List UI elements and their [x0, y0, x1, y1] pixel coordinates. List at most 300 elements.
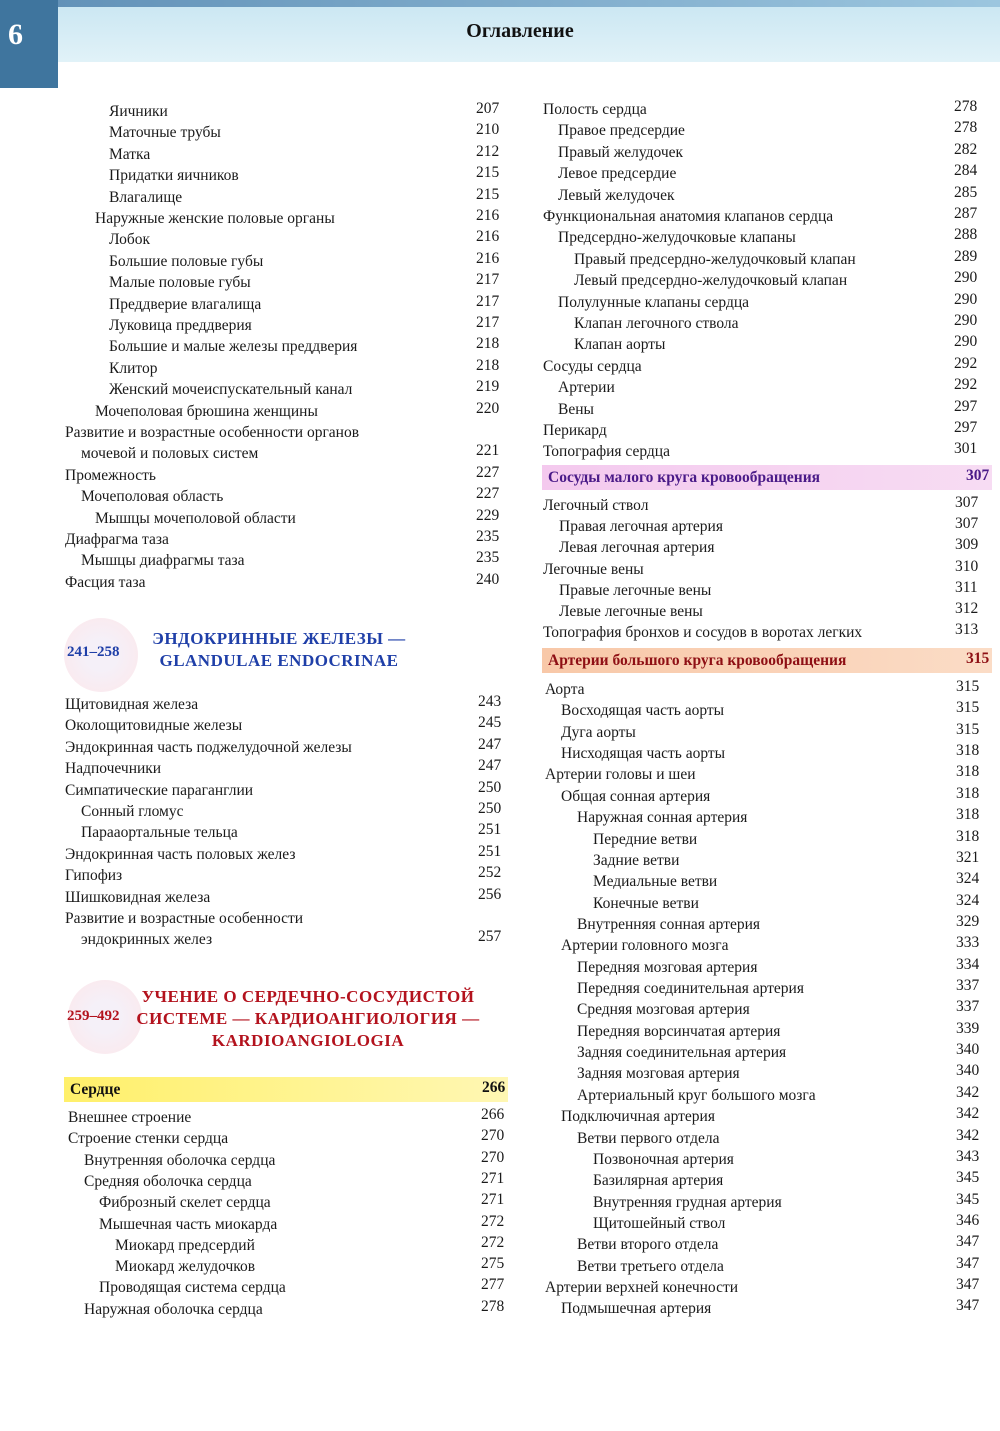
toc-entry-page: 290: [954, 333, 978, 350]
toc-entry-page: 289: [954, 248, 978, 265]
section-range: 259–492: [67, 1008, 120, 1024]
toc-entry[interactable]: [577, 1042, 986, 1063]
toc-entry-page: 217: [476, 314, 500, 331]
toc-entry-page: 250: [478, 800, 502, 817]
toc-entry-title: Шишковидная железа: [65, 889, 211, 906]
toc-entry-page: 251: [478, 843, 502, 860]
toc-entry[interactable]: [577, 914, 986, 935]
toc-entry-title: эндокринных желез: [81, 931, 213, 948]
toc-entry[interactable]: [561, 786, 986, 807]
toc-entry-title: Малые половые губы: [109, 274, 251, 291]
toc-entry-title: Влагалище: [109, 189, 183, 206]
toc-entry-title: Левое предсердие: [558, 165, 677, 182]
toc-entry-title: Вены: [558, 401, 594, 418]
toc-entry[interactable]: [95, 508, 506, 529]
toc-entry[interactable]: [543, 99, 984, 120]
toc-entry-page: 271: [481, 1170, 505, 1187]
toc-entry[interactable]: [65, 844, 508, 865]
toc-entry-title: Клапан аорты: [574, 336, 666, 353]
toc-entry-page: 278: [954, 98, 978, 115]
toc-entry-title: Наружная оболочка сердца: [84, 1301, 263, 1318]
toc-entry-page: 235: [476, 549, 500, 566]
toc-entry-title: Яичники: [109, 103, 168, 120]
toc-entry-page: 216: [476, 228, 500, 245]
toc-entry-title: Базилярная артерия: [593, 1172, 724, 1189]
toc-entry-title: Преддверие влагалища: [109, 296, 262, 313]
toc-entry-page: 292: [954, 355, 978, 372]
toc-header-label: Артерии большого круга кровообращения: [548, 652, 847, 669]
toc-entry-page: 278: [481, 1298, 505, 1315]
toc-entry-title: Наружная сонная артерия: [577, 809, 748, 826]
toc-entry-title: Нисходящая часть аорты: [561, 745, 726, 762]
toc-entry[interactable]: [65, 465, 506, 486]
toc-entry-title: Женский мочеиспускательный канал: [109, 381, 353, 398]
toc-entry[interactable]: [558, 185, 984, 206]
toc-entry-title: Легочные вены: [543, 561, 644, 578]
toc-entry-page: 215: [476, 186, 500, 203]
toc-entry-title: Ветви третьего отдела: [577, 1258, 724, 1275]
toc-entry-title: Артерии верхней конечности: [545, 1279, 739, 1296]
toc-entry-title: Придатки яичников: [109, 167, 239, 184]
toc-header-page: 315: [966, 650, 990, 667]
toc-entry-page: 270: [481, 1149, 505, 1166]
toc-entry[interactable]: [577, 1021, 986, 1042]
toc-entry[interactable]: [577, 957, 986, 978]
toc-entry[interactable]: [109, 144, 506, 165]
toc-entry-title: Функциональная анатомия клапанов сердца: [543, 208, 834, 225]
section-endocrine[interactable]: [64, 618, 514, 698]
toc-entry-title: Ветви первого отдела: [577, 1130, 720, 1147]
toc-entry[interactable]: [543, 495, 985, 516]
toc-entry[interactable]: [558, 163, 984, 184]
toc-entry[interactable]: [99, 1192, 511, 1213]
toc-entry[interactable]: [543, 441, 984, 462]
section-range: 241–258: [67, 644, 120, 660]
toc-entry[interactable]: [81, 486, 506, 507]
toc-entry[interactable]: [109, 165, 506, 186]
toc-entry[interactable]: [115, 1235, 511, 1256]
toc-entry-page: 277: [481, 1276, 505, 1293]
toc-entry-page: 342: [956, 1127, 980, 1144]
toc-entry-title: Артерии: [558, 379, 615, 396]
toc-entry-title: Топография сердца: [543, 443, 670, 460]
toc-entry-page: 307: [955, 515, 979, 532]
toc-entry-title: Медиальные ветви: [593, 873, 718, 890]
toc-entry-title: Правый желудочек: [558, 144, 684, 161]
toc-entry-title: Предсердно-желудочковые клапаны: [558, 229, 796, 246]
toc-entry[interactable]: [84, 1150, 511, 1171]
toc-entry-title: Дуга аорты: [561, 724, 636, 741]
toc-entry-title: Мочеполовая область: [81, 488, 224, 505]
toc-entry[interactable]: [109, 379, 506, 400]
toc-entry-title: Проводящая система сердца: [99, 1279, 286, 1296]
toc-entry[interactable]: [65, 529, 506, 550]
toc-entry[interactable]: [543, 559, 985, 580]
toc-entry-page: 301: [954, 440, 978, 457]
toc-entry-title: Левый предсердно-желудочковый клапан: [574, 272, 848, 289]
toc-entry[interactable]: [68, 1107, 511, 1128]
toc-entry[interactable]: [65, 758, 508, 779]
toc-entry-title: Артерии головного мозга: [561, 937, 729, 954]
toc-entry-page: 324: [956, 892, 980, 909]
toc-entry-title: Парааортальные тельца: [81, 824, 238, 841]
toc-entry-title: Эндокринная часть половых желез: [65, 846, 296, 863]
toc-entry-page: 287: [954, 205, 978, 222]
toc-entry-title: Щитовидная железа: [65, 696, 199, 713]
toc-entry[interactable]: [81, 929, 508, 950]
toc-entry-page: 313: [955, 621, 979, 638]
toc-entry-page: 240: [476, 571, 500, 588]
toc-entry-title: Матка: [109, 146, 151, 163]
toc-entry-page: 217: [476, 271, 500, 288]
toc-entry-title: Большие половые губы: [109, 253, 264, 270]
toc-entry-title: Мочеполовая брюшина женщины: [95, 403, 318, 420]
toc-entry-page: 315: [956, 699, 980, 716]
toc-entry-title: Строение стенки сердца: [68, 1130, 229, 1147]
toc-entry[interactable]: [109, 336, 506, 357]
toc-entry-page: 271: [481, 1191, 505, 1208]
toc-entry[interactable]: [543, 622, 985, 643]
toc-entry-page: 309: [955, 536, 979, 553]
toc-entry-page: 318: [956, 763, 980, 780]
toc-entry-page: 275: [481, 1255, 505, 1272]
toc-entry[interactable]: [65, 887, 508, 908]
toc-entry-title: Позвоночная артерия: [593, 1151, 734, 1168]
toc-entry-page: 229: [476, 507, 500, 524]
toc-entry-title: Правый предсердно-желудочковый клапан: [574, 251, 856, 268]
toc-entry[interactable]: [593, 1192, 986, 1213]
toc-entry-page: 297: [954, 398, 978, 415]
toc-entry[interactable]: [577, 1256, 986, 1277]
toc-entry[interactable]: [545, 679, 986, 700]
toc-entry-page: 292: [954, 376, 978, 393]
toc-entry[interactable]: [577, 999, 986, 1020]
section-cardio[interactable]: [68, 980, 518, 1060]
toc-entry[interactable]: [593, 829, 986, 850]
toc-entry-title: Задние ветви: [593, 852, 680, 869]
toc-header-label: Сердце: [70, 1081, 121, 1098]
toc-entry-title: Аорта: [545, 681, 585, 698]
toc-entry[interactable]: [558, 399, 984, 420]
toc-entry-page: 272: [481, 1234, 505, 1251]
section-title-line1: ЭНДОКРИННЫЕ ЖЕЛЕЗЫ —: [152, 629, 406, 648]
toc-entry-page: 345: [956, 1191, 980, 1208]
toc-entry-title: Фасция таза: [65, 574, 146, 591]
toc-entry-page: 250: [478, 779, 502, 796]
toc-entry-page: 340: [956, 1041, 980, 1058]
toc-header-systemic[interactable]: [542, 648, 992, 673]
toc-entry[interactable]: [65, 780, 508, 801]
toc-entry-page: 212: [476, 143, 500, 160]
toc-header-heart[interactable]: [64, 1077, 508, 1102]
toc-entry[interactable]: [577, 1085, 986, 1106]
toc-entry-page: 218: [476, 335, 500, 352]
toc-entry[interactable]: [577, 1063, 986, 1084]
toc-entry-title: Фиброзный скелет сердца: [99, 1194, 271, 1211]
toc-entry-title: Сосуды сердца: [543, 358, 642, 375]
toc-entry-title: Сонный гломус: [81, 803, 184, 820]
toc-entry-title: Миокард желудочков: [115, 1258, 256, 1275]
toc-entry[interactable]: [543, 420, 984, 441]
toc-entry-title: Диафрагма таза: [65, 531, 169, 548]
toc-entry-page: 342: [956, 1084, 980, 1101]
toc-entry-title: Полулунные клапаны сердца: [558, 294, 750, 311]
toc-entry-title: Мышечная часть миокарда: [99, 1216, 278, 1233]
toc-entry-title: Легочный ствол: [543, 497, 649, 514]
toc-entry[interactable]: [109, 101, 506, 122]
toc-entry-page: 342: [956, 1105, 980, 1122]
toc-entry[interactable]: [561, 743, 986, 764]
toc-entry-page: 284: [954, 162, 978, 179]
toc-entry-page: 220: [476, 400, 500, 417]
toc-entry[interactable]: [65, 737, 508, 758]
toc-entry[interactable]: [558, 142, 984, 163]
toc-entry[interactable]: [559, 580, 985, 601]
page-number: 6: [8, 18, 23, 51]
toc-entry-page: 270: [481, 1127, 505, 1144]
toc-entry[interactable]: [593, 850, 986, 871]
toc-entry[interactable]: [81, 822, 508, 843]
toc-entry-page: 272: [481, 1213, 505, 1230]
toc-entry-page: 333: [956, 934, 980, 951]
toc-entry[interactable]: [574, 249, 984, 270]
toc-entry-page: 219: [476, 378, 500, 395]
toc-entry-page: 318: [956, 806, 980, 823]
section-title-line2: GLANDULAE ENDOCRINAE: [159, 651, 399, 670]
toc-entry-page: 340: [956, 1062, 980, 1079]
toc-entry[interactable]: [84, 1299, 511, 1320]
toc-entry[interactable]: [109, 272, 506, 293]
toc-entry[interactable]: [559, 601, 985, 622]
toc-entry[interactable]: [561, 722, 986, 743]
toc-entry-title: Передние ветви: [593, 831, 698, 848]
toc-entry-page: 318: [956, 785, 980, 802]
toc-entry[interactable]: [593, 893, 986, 914]
toc-entry-title: Мышцы диафрагмы таза: [81, 552, 245, 569]
toc-entry-page: 216: [476, 207, 500, 224]
toc-entry-page: 347: [956, 1233, 980, 1250]
toc-entry-page: 312: [955, 600, 979, 617]
toc-entry[interactable]: [577, 807, 986, 828]
toc-entry-title: Передняя ворсинчатая артерия: [577, 1023, 781, 1040]
toc-entry[interactable]: [543, 206, 984, 227]
toc-entry-title: Средняя оболочка сердца: [84, 1173, 252, 1190]
toc-entry-title: Правая легочная артерия: [559, 518, 723, 535]
toc-entry-page: 290: [954, 312, 978, 329]
toc-entry-title: Щитошейный ствол: [593, 1215, 726, 1232]
toc-entry[interactable]: [558, 120, 984, 141]
toc-entry[interactable]: [109, 294, 506, 315]
toc-entry-title: Симпатические параганглии: [65, 782, 254, 799]
toc-entry-page: 257: [478, 928, 502, 945]
toc-entry-page: 315: [956, 721, 980, 738]
toc-entry-page: 278: [954, 119, 978, 136]
toc-entry-title: Правое предсердие: [558, 122, 685, 139]
toc-entry-title: мочевой и половых систем: [81, 445, 259, 462]
toc-entry-title: Развитие и возрастные особенности: [65, 910, 304, 927]
toc-entry-title: Артериальный круг большого мозга: [577, 1087, 816, 1104]
toc-entry-page: 337: [956, 998, 980, 1015]
toc-entry[interactable]: [109, 358, 506, 379]
toc-entry[interactable]: [593, 1149, 986, 1170]
toc-entry[interactable]: [561, 1106, 986, 1127]
page-number-box: [0, 0, 58, 88]
toc-entry-title: Левый желудочек: [558, 187, 675, 204]
toc-entry-title: Миокард предсердий: [115, 1237, 255, 1254]
toc-entry-page: 329: [956, 913, 980, 930]
toc-entry[interactable]: [81, 443, 506, 464]
toc-entry[interactable]: [81, 550, 506, 571]
toc-entry-page: 290: [954, 269, 978, 286]
toc-entry[interactable]: [559, 516, 985, 537]
toc-entry[interactable]: [109, 251, 506, 272]
toc-entry[interactable]: [561, 1298, 986, 1319]
toc-entry-page: 243: [478, 693, 502, 710]
toc-entry-title: Перикард: [543, 422, 607, 439]
section-title-line1: УЧЕНИЕ О СЕРДЕЧНО-СОСУДИСТОЙ: [141, 987, 475, 1006]
toc-entry-title: Передняя мозговая артерия: [577, 959, 758, 976]
toc-entry-title: Полость сердца: [543, 101, 647, 118]
toc-entry-title: Лобок: [109, 231, 151, 248]
toc-entry[interactable]: [558, 292, 984, 313]
toc-entry-page: 339: [956, 1020, 980, 1037]
toc-entry[interactable]: [65, 908, 508, 929]
toc-entry-title: Внутренняя грудная артерия: [593, 1194, 782, 1211]
toc-entry-page: 318: [956, 828, 980, 845]
toc-entry[interactable]: [577, 1234, 986, 1255]
toc-entry-page: 324: [956, 870, 980, 887]
toc-entry[interactable]: [84, 1171, 511, 1192]
toc-entry-title: Передняя соединительная артерия: [577, 980, 804, 997]
toc-entry-title: Восходящая часть аорты: [561, 702, 725, 719]
toc-entry-title: Подключичная артерия: [561, 1108, 715, 1125]
toc-entry[interactable]: [65, 865, 508, 886]
toc-entry-title: Левые легочные вены: [559, 603, 703, 620]
toc-entry[interactable]: [558, 377, 984, 398]
toc-header-label: Сосуды малого круга кровообращения: [548, 469, 821, 486]
toc-entry[interactable]: [81, 801, 508, 822]
toc-entry[interactable]: [99, 1214, 511, 1235]
toc-entry-page: 282: [954, 141, 978, 158]
toc-entry-title: Наружные женские половые органы: [95, 210, 335, 227]
toc-entry-page: 251: [478, 821, 502, 838]
toc-entry-page: 221: [476, 442, 500, 459]
toc-entry-title: Внутренняя оболочка сердца: [84, 1152, 276, 1169]
toc-entry[interactable]: [109, 315, 506, 336]
toc-entry[interactable]: [545, 764, 986, 785]
toc-entry[interactable]: [65, 715, 508, 736]
toc-entry[interactable]: [593, 1213, 986, 1234]
toc-entry[interactable]: [68, 1128, 511, 1149]
page-title: Оглавление: [466, 20, 574, 42]
toc-entry-title: Клитор: [109, 360, 158, 377]
toc-entry-page: 346: [956, 1212, 980, 1229]
toc-entry-title: Надпочечники: [65, 760, 162, 777]
toc-entry[interactable]: [577, 1128, 986, 1149]
toc-entry-page: 310: [955, 558, 979, 575]
toc-entry-page: 290: [954, 291, 978, 308]
toc-entry[interactable]: [561, 935, 986, 956]
toc-entry-title: Общая сонная артерия: [561, 788, 711, 805]
toc-entry-page: 347: [956, 1255, 980, 1272]
toc-entry[interactable]: [545, 1277, 986, 1298]
toc-entry[interactable]: [574, 313, 984, 334]
toc-entry-page: 247: [478, 736, 502, 753]
toc-entry[interactable]: [65, 694, 508, 715]
toc-entry-page: 266: [481, 1106, 505, 1123]
toc-header-pulmonary[interactable]: [542, 465, 992, 490]
toc-entry[interactable]: [95, 208, 506, 229]
toc-entry-page: 343: [956, 1148, 980, 1165]
toc-entry-title: Маточные трубы: [109, 124, 221, 141]
toc-entry-page: 285: [954, 184, 978, 201]
toc-header-page: 266: [482, 1079, 506, 1096]
toc-entry[interactable]: [109, 187, 506, 208]
toc-entry-title: Задняя мозговая артерия: [577, 1065, 740, 1082]
toc-entry-title: Ветви второго отдела: [577, 1236, 719, 1253]
toc-entry-page: 217: [476, 293, 500, 310]
toc-entry[interactable]: [558, 227, 984, 248]
toc-entry[interactable]: [561, 700, 986, 721]
toc-entry-page: 318: [956, 742, 980, 759]
toc-entry-title: Средняя мозговая артерия: [577, 1001, 750, 1018]
toc-entry-page: 256: [478, 886, 502, 903]
toc-entry[interactable]: [65, 572, 506, 593]
toc-entry-page: 210: [476, 121, 500, 138]
toc-entry[interactable]: [65, 422, 506, 443]
toc-entry-page: 347: [956, 1276, 980, 1293]
toc-entry[interactable]: [99, 1277, 511, 1298]
page-header: [0, 0, 1000, 88]
toc-entry-title: Левая легочная артерия: [559, 539, 715, 556]
section-title-line3: KARDIOANGIOLOGIA: [211, 1031, 405, 1050]
toc-entry-title: Артерии головы и шеи: [545, 766, 696, 783]
toc-entry-title: Большие и малые железы преддверия: [109, 338, 358, 355]
toc-entry-page: 227: [476, 485, 500, 502]
toc-entry-page: 288: [954, 226, 978, 243]
toc-entry[interactable]: [115, 1256, 511, 1277]
toc-entry[interactable]: [593, 1170, 986, 1191]
toc-entry[interactable]: [559, 537, 985, 558]
toc-header-page: 307: [966, 467, 990, 484]
toc-entry-title: Клапан легочного ствола: [574, 315, 739, 332]
toc-entry-title: Околощитовидные железы: [65, 717, 243, 734]
toc-entry-page: 337: [956, 977, 980, 994]
toc-entry[interactable]: [95, 401, 506, 422]
toc-entry-page: 235: [476, 528, 500, 545]
toc-entry-page: 315: [956, 678, 980, 695]
toc-entry-page: 247: [478, 757, 502, 774]
toc-entry-title: Промежность: [65, 467, 156, 484]
toc-entry[interactable]: [574, 270, 984, 291]
toc-entry[interactable]: [577, 978, 986, 999]
toc-entry[interactable]: [109, 122, 506, 143]
toc-entry-title: Развитие и возрастные особенности органов: [65, 424, 360, 441]
toc-entry-title: Правые легочные вены: [559, 582, 712, 599]
toc-entry-title: Эндокринная часть поджелудочной железы: [65, 739, 352, 756]
toc-entry-page: 218: [476, 357, 500, 374]
header-top-stripe: [0, 0, 1000, 7]
toc-entry[interactable]: [109, 229, 506, 250]
toc-entry[interactable]: [593, 871, 986, 892]
toc-entry[interactable]: [574, 334, 984, 355]
toc-entry-page: 345: [956, 1169, 980, 1186]
section-title-line2: СИСТЕМЕ — КАРДИОАНГИОЛОГИЯ —: [136, 1009, 480, 1028]
toc-entry-title: Конечные ветви: [593, 895, 699, 912]
toc-entry-page: 334: [956, 956, 980, 973]
toc-entry[interactable]: [543, 356, 984, 377]
toc-entry-page: 215: [476, 164, 500, 181]
